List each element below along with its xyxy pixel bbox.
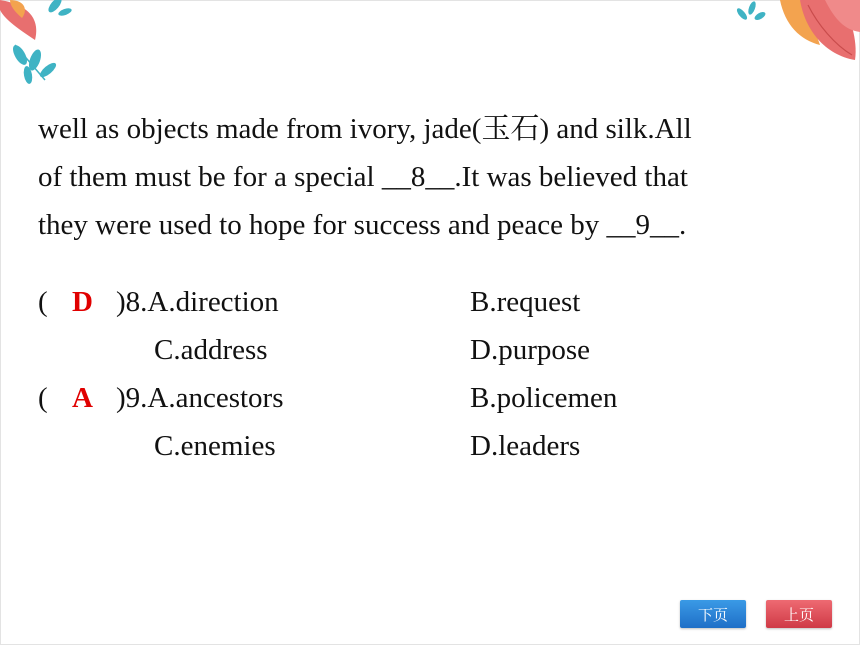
floral-decoration-left-icon [0, 0, 90, 90]
passage-line: they were used to hope for success and peace by __9__. [38, 209, 687, 241]
question-stem: )9.A.ancestors [116, 382, 284, 414]
question-stem: )8.A.direction [116, 286, 279, 318]
passage-line: well as objects made from ivory, jade(玉石) and silk.All [38, 113, 692, 145]
option-c: C.address [154, 334, 268, 366]
option-d: D.purpose [470, 334, 591, 366]
next-page-button[interactable]: 下页 [680, 600, 746, 628]
option-c: C.enemies [154, 430, 276, 462]
passage-line: of them must be for a special __8__.It was believed that [38, 161, 688, 193]
option-d: D.leaders [470, 430, 581, 462]
previous-page-button[interactable]: 上页 [766, 600, 832, 628]
option-b: B.policemen [470, 382, 618, 414]
reading-passage [38, 105, 838, 249]
answer-key: A [72, 382, 93, 414]
answer-key: D [72, 286, 93, 318]
answer-bracket-open: ( [38, 382, 48, 414]
option-b: B.request [470, 286, 581, 318]
floral-decoration-right-icon [730, 0, 860, 70]
answer-bracket-open: ( [38, 286, 48, 318]
